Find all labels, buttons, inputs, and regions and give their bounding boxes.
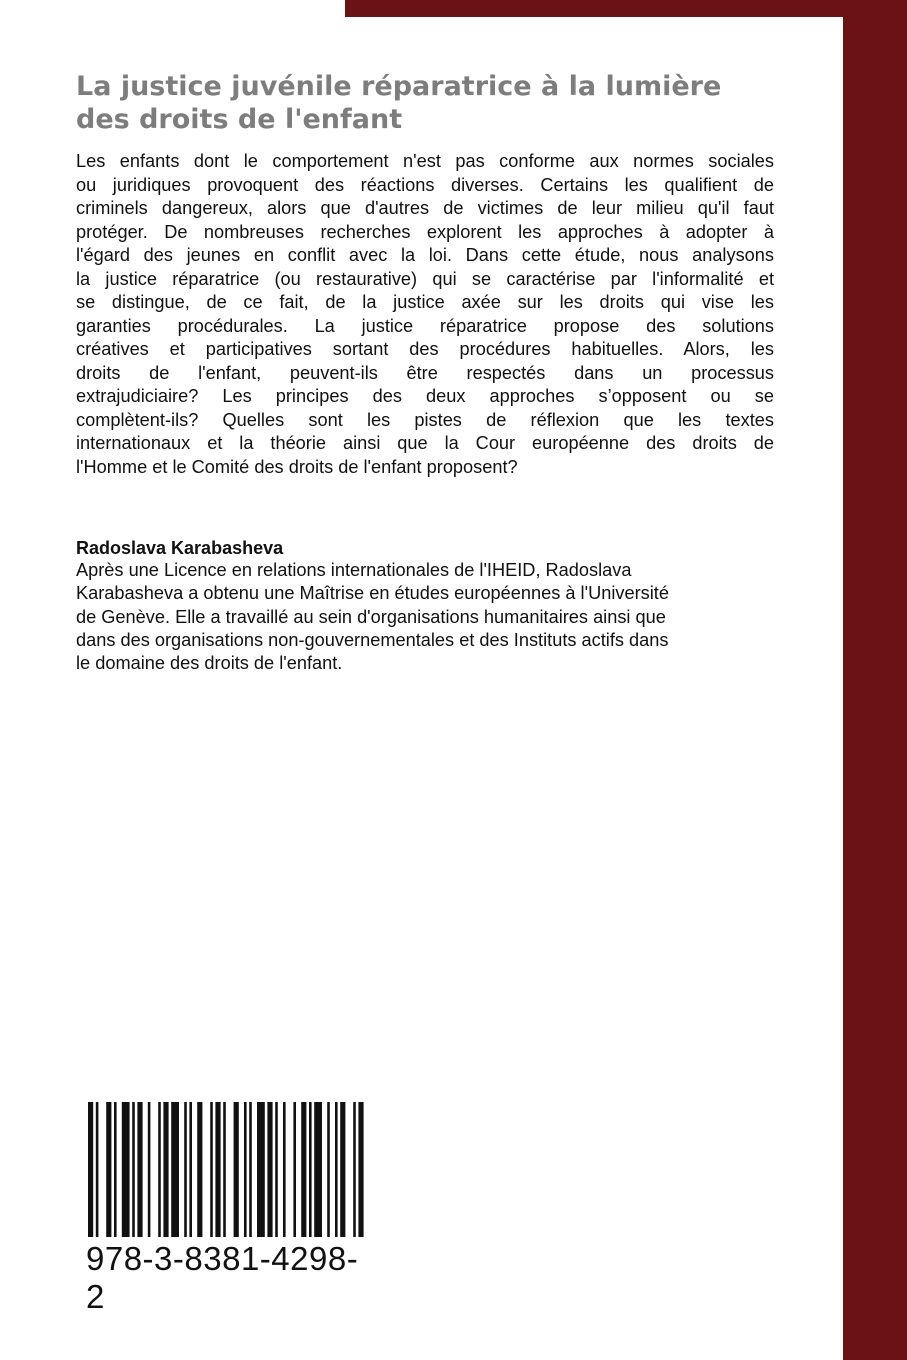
barcode-bar xyxy=(148,1102,151,1237)
barcode-bar xyxy=(275,1102,278,1237)
barcode-bar xyxy=(158,1102,161,1237)
description-line: la justice réparatrice (ou restaurative) qui se caractérise par l'informalité et xyxy=(76,268,774,289)
barcode-bar xyxy=(249,1102,252,1237)
barcode-bar xyxy=(283,1102,286,1237)
barcode-bar xyxy=(335,1102,338,1237)
isbn-number: 978-3-8381-4298-2 xyxy=(86,1240,359,1315)
barcode-graphic xyxy=(86,1102,366,1237)
barcode-bar xyxy=(234,1102,239,1237)
description-line: l'Homme et le Comité des droits de l'enfant proposent? xyxy=(76,456,518,477)
barcode-bar xyxy=(301,1102,306,1237)
author-bio-line: dans des organisations non-gouvernementales et des Instituts actifs dans xyxy=(76,629,669,650)
barcode-bar xyxy=(114,1102,117,1237)
description-line: se distingue, de ce fait, de la justice axée sur les droits qui vise les xyxy=(76,292,774,312)
description-line: protéger. De nombreuses recherches explorent les approches à adopter à xyxy=(76,221,774,242)
author-bio-line: Après une Licence en relations internationales de l'IHEID, Radoslava xyxy=(76,560,632,580)
barcode-bar xyxy=(197,1102,202,1237)
description-line: extrajudiciaire? Les principes des deux approches s’opposent ou se xyxy=(76,386,774,406)
author-bio-line: de Genève. Elle a travaillé au sein d'organisations humanitaires ainsi que xyxy=(76,606,666,627)
author-bio-line: le domaine des droits de l'enfant. xyxy=(76,653,343,674)
barcode-bar xyxy=(210,1102,213,1237)
description-line: créatives et participatives sortant des procédures habituelles. Alors, les xyxy=(76,339,774,359)
barcode-bar xyxy=(184,1102,187,1237)
barcode-bar xyxy=(96,1102,99,1237)
isbn-barcode xyxy=(86,1102,366,1237)
cover-side-band xyxy=(843,0,907,1360)
barcode-bar xyxy=(244,1102,247,1237)
description-line: garanties procédurales. La justice réparatrice propose des solutions xyxy=(76,315,774,336)
cover-top-band xyxy=(345,0,907,17)
book-title xyxy=(76,70,776,136)
barcode-bar xyxy=(358,1102,363,1237)
barcode-bar xyxy=(309,1102,312,1237)
barcode-bar xyxy=(122,1102,130,1237)
barcode-bar xyxy=(171,1102,179,1237)
barcode-bar xyxy=(293,1102,296,1237)
barcode-bar xyxy=(223,1102,226,1237)
author-name: Radoslava Karabasheva xyxy=(76,538,284,558)
barcode-bar xyxy=(189,1102,192,1237)
barcode-bar xyxy=(132,1102,135,1237)
description-line: l'égard des jeunes en conflit avec la loi. Dans cette étude, nous analysons xyxy=(76,245,774,265)
barcode-bar xyxy=(163,1102,168,1237)
description-line: ou juridiques provoquent des réactions diverses. Certains les qualifient de xyxy=(76,174,774,195)
book-title-line: des droits de l'enfant xyxy=(76,104,403,135)
description-line: criminels dangereux, alors que d'autres de victimes de leur milieu qu'il faut xyxy=(76,198,774,218)
description-line: internationaux et la théorie ainsi que la Cour européenne des droits de xyxy=(76,433,774,453)
author-bio-line: Karabasheva a obtenu une Maîtrise en études européennes à l'Université xyxy=(76,583,669,604)
barcode-bar xyxy=(137,1102,142,1237)
barcode-bar xyxy=(106,1102,111,1237)
barcode-bar xyxy=(257,1102,265,1237)
description-line: complètent-ils? Quelles sont les pistes de réflexion que les textes xyxy=(76,409,774,430)
author-bio xyxy=(76,559,776,675)
barcode-bar xyxy=(327,1102,330,1237)
barcode-bar xyxy=(88,1102,93,1237)
description-line: Les enfants dont le comportement n'est pas conforme aux normes sociales xyxy=(76,151,774,171)
barcode-bar xyxy=(215,1102,220,1237)
book-description xyxy=(76,150,774,479)
barcode-bar xyxy=(340,1102,345,1237)
barcode-bar xyxy=(314,1102,322,1237)
barcode-bar xyxy=(267,1102,272,1237)
description-line: droits de l'enfant, peuvent-ils être respectés dans un processus xyxy=(76,362,774,383)
book-title-line: La justice juvénile réparatrice à la lumière xyxy=(76,71,722,102)
barcode-bar xyxy=(353,1102,356,1237)
